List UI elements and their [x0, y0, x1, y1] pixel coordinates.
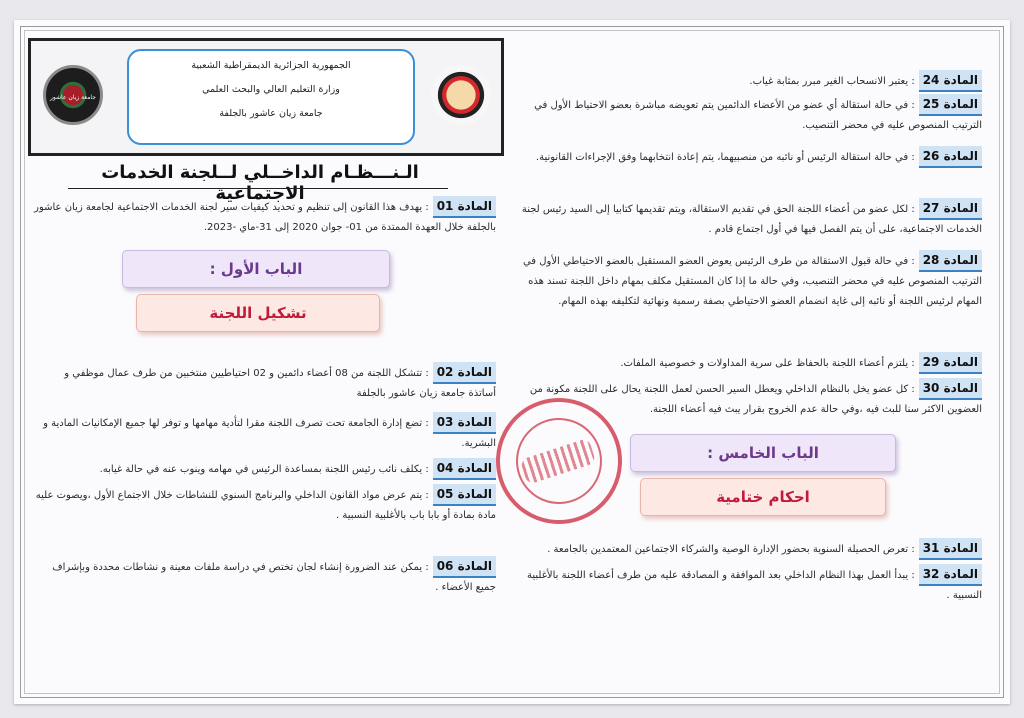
document-title: الـنـــظـام الداخــلي لــلجنة الخدمات الاجتماعية [101, 162, 419, 204]
article-text: : يهدف هذا القانون إلى تنظيم و تحديد كيفيات سير لجنة الخدمات الاجتماعية لجامعة زيان عاشور بالجلفة خلال العهدة الممتدة من 01- جوان 2020 إلى 31-ماي -2023. [34, 202, 496, 233]
article-number: المادة 01 [433, 196, 496, 218]
article-number: المادة 02 [433, 362, 496, 384]
article-number: المادة 27 [919, 198, 982, 220]
article-26 [510, 146, 982, 168]
chapter-5-label: الباب الخامس : [630, 434, 896, 472]
title-underline [68, 188, 448, 189]
article-text: : يكلف نائب رئيس اللجنة بمساعدة الرئيس في مهامه وينوب عنه في حالة غيابه. [99, 464, 429, 475]
chapter-5-name: احكام ختامية [640, 478, 886, 516]
article-text: : في حالة استقالة أي عضو من الأعضاء الدائمين يتم تعويضه مباشرة بعضو الاحتياط الأول في الترتيب المنصوص عليه في محضر التنصيب. [534, 100, 982, 131]
article-text: : في حالة استقالة الرئيس أو نائبه من منصبيهما، يتم إعادة انتخابهما وفق الإجراءات القانونية. [535, 152, 915, 163]
article-text: : يتم عرض مواد القانون الداخلي والبرنامج السنوي للنشاطات خلال الاجتماع الأول ،ويصوت عليه مادة بمادة أو بابا باب بالأغلبية النسبية . [35, 490, 496, 521]
article-32 [510, 564, 982, 606]
article-number: المادة 06 [433, 556, 496, 578]
article-31 [510, 538, 982, 560]
chapter-1-label: الباب الأول : [122, 250, 390, 288]
article-02 [34, 362, 496, 404]
article-text: : لكل عضو من أعضاء اللجنة الحق في تقديم الاستقالة، ويتم تقديمها كتابيا إلى السيد رئيس لجنة الخدمات الاجتماعية، على أن يتم الفصل فيها في أول اجتماع قادم . [521, 204, 982, 235]
article-number: المادة 25 [919, 94, 982, 116]
chapter-1-name: تشكيل اللجنة [136, 294, 380, 332]
article-06 [34, 556, 496, 598]
article-28 [510, 250, 982, 312]
article-text: : تضع إدارة الجامعة تحت تصرف اللجنة مقرا لتأدية مهامها و توفر لها جميع الإمكانيات المادية و البشرية. [43, 418, 496, 449]
university-logo-text: جامعة زيان عاشور [50, 94, 96, 101]
header-line-1: الجمهورية الجزائرية الديمقراطية الشعبية [191, 60, 351, 71]
article-number: المادة 26 [919, 146, 982, 168]
article-text: : كل عضو يخل بالنظام الداخلي ويعطل السير الحسن لعمل اللجنة يحال على اللجنة مكونة من العضوين الاكثر سنا للبث فيه ،وفي حالة عدم الخروج بقرار يبث فيه أعضاء اللجنة. [529, 384, 982, 415]
article-number: المادة 24 [919, 70, 982, 92]
article-text: : يعتبر الانسحاب الغير مبرر بمثابة غياب. [749, 76, 915, 87]
article-number: المادة 32 [919, 564, 982, 586]
article-29 [510, 352, 982, 374]
article-24 [510, 70, 982, 92]
article-04 [34, 458, 496, 480]
article-text: : في حالة قبول الاستقالة من طرف الرئيس يعوض العضو المستقيل بالعضو الاحتياطي الأول في الترتيب المنصوص عليه في محضر التنصيب، وفي حالة ما إذا كان المستقيل مكلف بمهام داخل اللجنة تسند هذه المهام لرئيس اللجنة أو نائبه إلى غاية انضمام العضو الاحتياطي بصفة رسمية ونهائية لتكليفه بهذه المهام. [522, 256, 982, 307]
university-logo-icon [43, 65, 103, 125]
header-line-3: جامعة زيان عاشور بالجلفة [219, 108, 323, 119]
article-number: المادة 28 [919, 250, 982, 272]
article-03 [34, 412, 496, 454]
letterhead-text-box [127, 49, 415, 145]
article-text: : تتشكل اللجنة من 08 أعضاء دائمين و 02 احتياطيين منتخبين من طرف عمال موظفي و أساتذة جامعة زيان عاشور بالجلفة [64, 368, 496, 399]
article-number: المادة 30 [919, 378, 982, 400]
article-number: المادة 04 [433, 458, 496, 480]
article-27 [510, 198, 982, 240]
article-number: المادة 29 [919, 352, 982, 374]
article-text: : يمكن عند الضرورة إنشاء لجان تختص في دراسة ملفات معينة و نشاطات محددة وبإشراف جميع الأعضاء . [52, 562, 496, 593]
letterhead [28, 38, 504, 156]
article-05 [34, 484, 496, 526]
algeria-emblem-icon [431, 65, 491, 125]
header-line-2: وزارة التعليم العالي والبحث العلمي [202, 84, 340, 95]
article-number: المادة 03 [433, 412, 496, 434]
article-number: المادة 05 [433, 484, 496, 506]
article-01 [34, 196, 496, 238]
left-column [28, 38, 500, 678]
article-25 [510, 94, 982, 136]
article-number: المادة 31 [919, 538, 982, 560]
article-text: : يبدأ العمل بهذا النظام الداخلي بعد الموافقة و المصادقة عليه من طرف أعضاء اللجنة بالأغلبية النسبية . [527, 570, 982, 601]
article-text: : تعرض الحصيلة السنوية بحضور الإدارة الوصية والشركاء الاجتماعين المعتمدين بالجامعة . [547, 544, 915, 555]
right-column [508, 38, 986, 678]
article-text: : يلتزم أعضاء اللجنة بالحفاظ على سرية المداولات و خصوصية الملفات. [620, 358, 915, 369]
